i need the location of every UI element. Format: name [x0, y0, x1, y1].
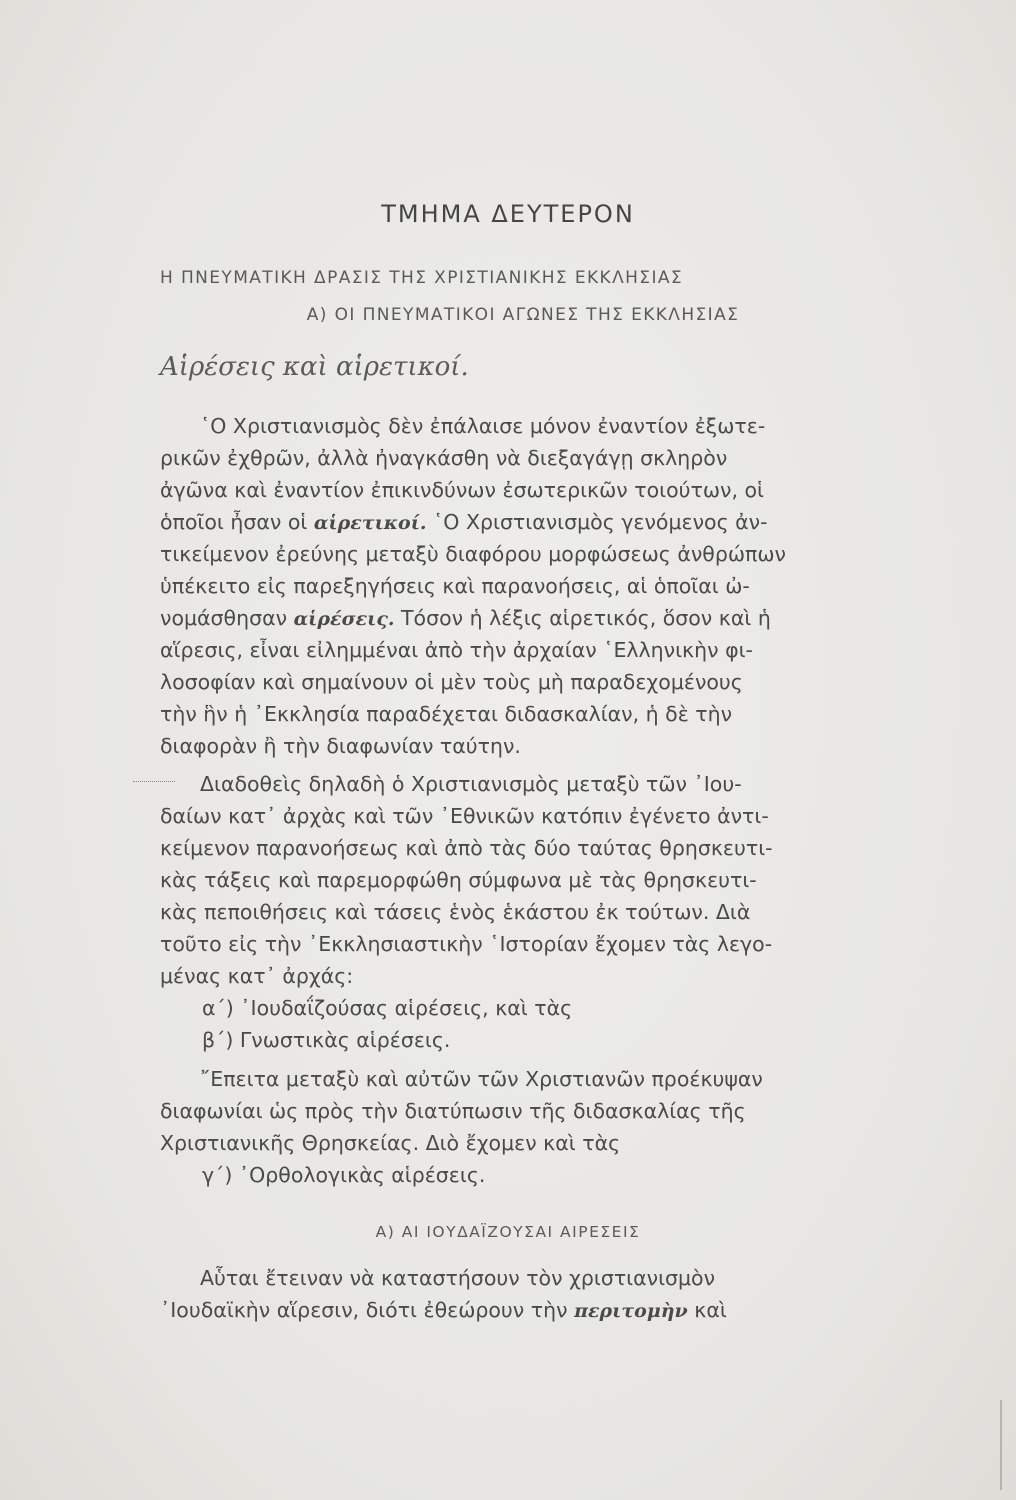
- text-line: τικείμενον ἐρεύνης μεταξὺ διαφόρου μορφώσεως ἀνθρώπων: [160, 542, 786, 566]
- list-item-c: γ΄) ᾿Ορθολογικὰς αἱρέσεις.: [202, 1163, 486, 1187]
- text-line: ῾Ο Χριστιανισμὸς δὲν ἐπάλαισε μόνον ἐναντίον ἐξωτε-: [200, 414, 766, 438]
- topic-subtitle: Αἱρέσεις καὶ αἱρετικοί.: [160, 352, 469, 382]
- chapter-heading: Η ΠΝΕΥΜΑΤΙΚΗ ΔΡΑΣΙΣ ΤΗΣ ΧΡΙΣΤΙΑΝΙΚΗΣ ΕΚΚΛΗΣΙΑΣ: [160, 268, 684, 288]
- text-line: ᾿Ιουδαϊκὴν αἵρεσιν, διότι ἐθεώρουν τὴν περιτομὴν καὶ: [160, 1298, 727, 1322]
- text-line: κὰς τάξεις καὶ παρεμορφώθη σύμφωνα μὲ τὰς θρησκευτι-: [160, 868, 757, 892]
- paragraph-3: [160, 1063, 872, 1191]
- text-line: ρικῶν ἐχθρῶν, ἀλλὰ ἠναγκάσθη νὰ διεξαγάγῃ σκληρὸν: [160, 446, 728, 470]
- emphasis-term: περιτομὴν: [574, 1300, 688, 1322]
- list-item-a: α΄) ᾿Ιουδαΐζούσας αἱρέσεις, καὶ τὰς: [202, 996, 573, 1020]
- text-line: ἀγῶνα καὶ ἐναντίον ἐπικινδύνων ἐσωτερικῶν τοιούτων, οἱ: [160, 478, 764, 502]
- paragraph-4: [160, 1262, 872, 1326]
- text-line: δαίων κατ᾿ ἀρχὰς καὶ τῶν ᾿Εθνικῶν κατόπιν ἐγένετο ἀντι-: [160, 804, 769, 828]
- list-item-b: β΄) Γνωστικὰς αἱρέσεις.: [202, 1028, 451, 1052]
- text-line: ῎Επειτα μεταξὺ καὶ αὐτῶν τῶν Χριστιανῶν προέκυψαν: [200, 1067, 763, 1091]
- text-line: κὰς πεποιθήσεις καὶ τάσεις ἑνὸς ἑκάστου ἐκ τούτων. Διὰ: [160, 900, 751, 924]
- text-line: ὁποῖοι ἦσαν οἱ αἱρετικοί. ῾Ο Χριστιανισμὸς γενόμενος ἀν-: [160, 510, 768, 534]
- text-line: τοῦτο εἰς τὴν ᾿Εκκλησιαστικὴν ῾Ιστορίαν ἔχομεν τὰς λεγο-: [160, 932, 773, 956]
- text-line: αἵρεσις, εἶναι εἰλημμέναι ἀπὸ τὴν ἀρχαίαν ῾Ελληνικὴν φι-: [160, 638, 753, 662]
- text-line: μένας κατ᾿ ἀρχάς:: [160, 964, 354, 988]
- text-line: λοσοφίαν καὶ σημαίνουν οἱ μὲν τοὺς μὴ παραδεχομένους: [160, 670, 743, 694]
- paragraph-1: [160, 410, 872, 762]
- page-edge-mark: [1000, 1400, 1002, 1490]
- text-line: διαφωνίαι ὡς πρὸς τὴν διατύπωσιν τῆς διδασκαλίας τῆς: [160, 1099, 746, 1123]
- text-line: Αὗται ἔτειναν νὰ καταστήσουν τὸν χριστιανισμὸν: [200, 1266, 716, 1290]
- section-subheading: Α) ΑΙ ΙΟΥΔΑΪΖΟΥΣΑΙ ΑΙΡΕΣΕΙΣ: [375, 1223, 641, 1241]
- text-line: Χριστιανικῆς Θρησκείας. Διὸ ἔχομεν καὶ τὰς: [160, 1131, 621, 1155]
- text-line: Διαδοθεὶς δηλαδὴ ὁ Χριστιανισμὸς μεταξὺ τῶν ᾿Ιου-: [200, 772, 742, 796]
- text-line: τὴν ἣν ἡ ᾿Εκκλησία παραδέχεται διδασκαλίαν, ἡ δὲ τὴν: [160, 702, 733, 726]
- emphasis-term: αἱρετικοί.: [313, 512, 427, 534]
- text-line: ὑπέκειτο εἰς παρεξηγήσεις καὶ παρανοήσεις, αἱ ὁποῖαι ὠ-: [160, 574, 750, 598]
- text-line: νομάσθησαν αἱρέσεις. Τόσον ἡ λέξις αἱρετικός, ὅσον καὶ ἡ: [160, 606, 771, 630]
- subchapter-heading: Α) ΟΙ ΠΝΕΥΜΑΤΙΚΟΙ ΑΓΩΝΕΣ ΤΗΣ ΕΚΚΛΗΣΙΑΣ: [306, 305, 740, 325]
- emphasis-term: αἱρέσεις.: [293, 608, 395, 630]
- text-line: κείμενον παρανοήσεως καὶ ἀπὸ τὰς δύο ταύτας θρησκευτι-: [160, 836, 773, 860]
- text-line: διαφορὰν ἢ τὴν διαφωνίαν ταύτην.: [160, 734, 521, 758]
- paragraph-2: [160, 768, 872, 1056]
- section-title: ΤΜΗΜΑ ΔΕΥΤΕΡΟΝ: [381, 200, 635, 228]
